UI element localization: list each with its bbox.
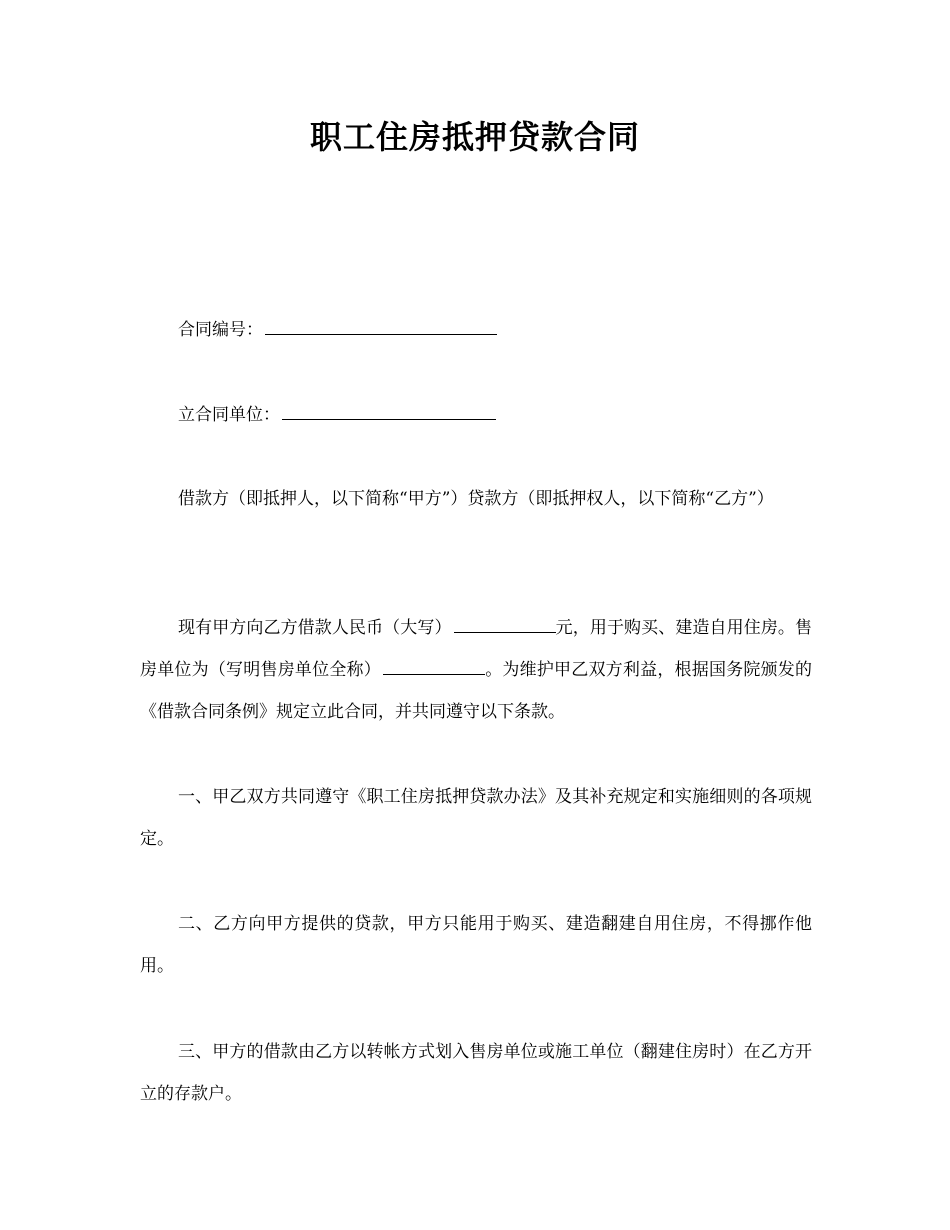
- party-unit-line: [140, 394, 812, 436]
- contract-number-line: [140, 309, 812, 351]
- clause-2: 二、乙方向甲方提供的贷款，甲方只能用于购买、建造翻建自用住房，不得挪作他用。: [140, 914, 812, 976]
- loan-text-3: 。为维护甲乙双方利益，根据国务院颁发的《借款合同条例》规定立此合同，并共同遵守以下条款。: [140, 660, 813, 722]
- party-unit-label: 立合同单位：: [178, 405, 280, 425]
- parties-paragraph: 借款方（即抵押人，以下简称“甲方”）贷款方（即抵押权人，以下简称“乙方”）: [178, 489, 774, 509]
- contract-number-field[interactable]: [265, 316, 497, 335]
- contract-number-label: 合同编号：: [178, 320, 263, 340]
- loan-amount-field[interactable]: [454, 614, 556, 633]
- clause-3: 三、甲方的借款由乙方以转帐方式划入售房单位或施工单位（翻建住房时）在乙方开立的存款户。: [140, 1042, 812, 1104]
- seller-name-field[interactable]: [383, 656, 485, 675]
- loan-text-2: 元，用于购买、建造自用住房。售房单位为（写明售房单位全称）: [140, 618, 813, 680]
- loan-text-1: 现有甲方向乙方借款人民币（大写）: [178, 618, 452, 638]
- clause-1: 一、甲乙双方共同遵守《职工住房抵押贷款办法》及其补充规定和实施细则的各项规定。: [140, 787, 812, 849]
- document-title: 职工住房抵押贷款合同: [309, 118, 640, 156]
- loan-paragraph: [140, 607, 812, 733]
- party-unit-field[interactable]: [282, 401, 496, 420]
